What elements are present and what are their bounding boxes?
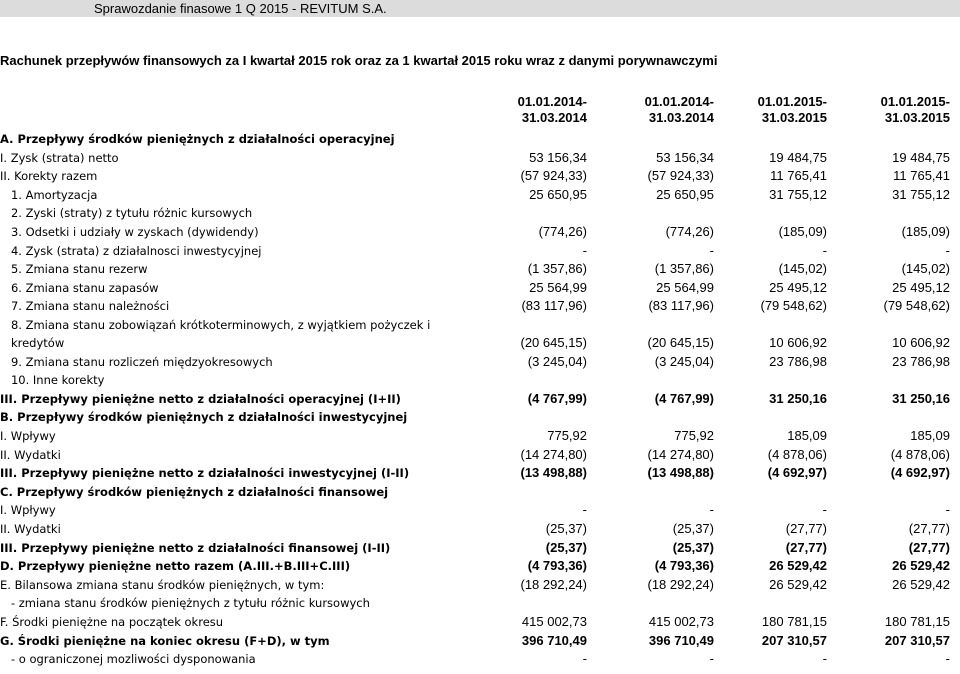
row-value: - bbox=[582, 651, 587, 667]
table-row bbox=[0, 353, 960, 371]
table-row bbox=[0, 632, 960, 650]
row-value: (14 274,80) bbox=[520, 446, 587, 462]
row-label: III. Przepływy pieniężne netto z działalności inwestycyjnej (I-II) bbox=[0, 466, 410, 481]
table-row bbox=[0, 483, 960, 501]
row-value: (18 292,24) bbox=[520, 576, 587, 592]
column-header-line: 01.01.2014- bbox=[517, 94, 587, 109]
row-label: E. Bilansowa zmiana stanu środków pieniężnych, w tym: bbox=[0, 577, 325, 592]
row-value: 26 529,42 bbox=[769, 558, 827, 574]
statement-title: Rachunek przepływów finansowych za I kwartał 2015 rok oraz za 1 kwartał 2015 roku wraz z danymi porywnawczymi bbox=[0, 53, 718, 68]
row-value: 25 650,95 bbox=[529, 186, 587, 202]
row-label: I. Wpływy bbox=[0, 503, 56, 518]
row-value: 53 156,34 bbox=[656, 149, 714, 165]
row-value: 11 765,41 bbox=[770, 168, 827, 184]
row-value: 53 156,34 bbox=[529, 149, 587, 165]
row-label: II. Korekty razem bbox=[0, 169, 98, 184]
row-value: 19 484,75 bbox=[892, 149, 950, 165]
row-label: F. Środki pieniężne na początek okresu bbox=[0, 615, 224, 629]
column-header bbox=[614, 94, 714, 126]
column-header bbox=[487, 94, 587, 126]
row-label: 10. Inne korekty bbox=[0, 373, 105, 388]
row-value: 396 710,49 bbox=[648, 632, 714, 648]
row-value: (27,77) bbox=[785, 521, 827, 536]
row-label: 7. Zmiana stanu należności bbox=[0, 299, 170, 314]
row-value: (79 548,62) bbox=[883, 298, 950, 314]
row-label: - zmiana stanu środków pieniężnych z tytułu różnic kursowych bbox=[0, 596, 370, 611]
row-value: (25,37) bbox=[672, 539, 714, 555]
row-value: (20 645,15) bbox=[647, 335, 714, 350]
column-header-line: 31.03.2014 bbox=[521, 110, 587, 125]
table-row bbox=[0, 297, 960, 315]
row-value: (25,37) bbox=[672, 521, 714, 536]
column-header-line: 31.03.2015 bbox=[761, 110, 827, 125]
table-row bbox=[0, 204, 960, 222]
row-value: (4 692,97) bbox=[767, 465, 827, 481]
row-value: - bbox=[822, 502, 827, 518]
row-value: (185,09) bbox=[901, 224, 950, 239]
row-value: - bbox=[582, 242, 587, 258]
row-label: III. Przepływy pieniężne netto z działalności operacyjnej (I+II) bbox=[0, 391, 401, 406]
row-value: - bbox=[709, 651, 714, 667]
table-row bbox=[0, 427, 960, 445]
row-value: (20 645,15) bbox=[520, 335, 587, 350]
row-value: 10 606,92 bbox=[892, 335, 950, 350]
row-value: (13 498,88) bbox=[647, 465, 714, 481]
row-value: (185,09) bbox=[778, 224, 827, 239]
table-row bbox=[0, 260, 960, 278]
row-value: (1 357,86) bbox=[654, 261, 714, 277]
row-label: II. Wydatki bbox=[0, 522, 61, 536]
row-label: 1. Amortyzacja bbox=[0, 187, 98, 202]
row-value: (3 245,04) bbox=[527, 353, 587, 369]
row-value: 25 564,99 bbox=[529, 279, 587, 295]
table-row bbox=[0, 520, 960, 538]
row-value: 19 484,75 bbox=[769, 149, 827, 165]
row-value: 25 650,95 bbox=[656, 186, 714, 202]
row-value: (25,37) bbox=[545, 521, 587, 536]
column-header-line: 01.01.2015- bbox=[880, 94, 950, 109]
row-value: (57 924,33) bbox=[520, 168, 587, 184]
row-label: 9. Zmiana stanu rozliczeń międzyokresowych bbox=[0, 354, 273, 369]
row-value: (57 924,33) bbox=[647, 168, 714, 184]
table-row bbox=[0, 186, 960, 204]
column-header-line: 31.03.2014 bbox=[648, 110, 714, 125]
column-header bbox=[727, 94, 827, 126]
row-value: 185,09 bbox=[787, 428, 827, 443]
row-value: - bbox=[822, 242, 827, 258]
row-value: (3 245,04) bbox=[654, 353, 714, 369]
row-value: (79 548,62) bbox=[760, 298, 827, 314]
column-header bbox=[850, 94, 950, 126]
table-row bbox=[0, 167, 960, 185]
row-value: 26 529,42 bbox=[769, 576, 827, 592]
table-row bbox=[0, 650, 960, 668]
row-value: (27,77) bbox=[785, 539, 827, 555]
row-value: - bbox=[709, 242, 714, 258]
table-row bbox=[0, 242, 960, 260]
row-value: - bbox=[945, 651, 950, 667]
table-row bbox=[0, 390, 960, 408]
row-value: (25,37) bbox=[545, 539, 587, 555]
row-value: 180 781,15 bbox=[761, 614, 827, 629]
row-label: - o ograniczonej mozliwości dysponowania bbox=[0, 652, 256, 667]
row-value: (4 767,99) bbox=[654, 390, 714, 406]
row-label: 4. Zysk (strata) z działalnosci inwestycyjnej bbox=[0, 243, 262, 258]
row-value: (27,77) bbox=[908, 539, 950, 555]
column-header-line: 31.03.2015 bbox=[884, 110, 950, 125]
row-value: 396 710,49 bbox=[521, 632, 587, 648]
table-row bbox=[0, 464, 960, 482]
row-value: (4 793,36) bbox=[527, 558, 587, 574]
row-value: 207 310,57 bbox=[761, 632, 827, 648]
row-value: (18 292,24) bbox=[647, 576, 714, 592]
row-value: 23 786,98 bbox=[892, 353, 950, 369]
row-value: 10 606,92 bbox=[769, 335, 827, 350]
table-row bbox=[0, 130, 960, 148]
row-value: 31 250,16 bbox=[892, 390, 950, 406]
table-row bbox=[0, 371, 960, 389]
row-label: B. Przepływy środków pieniężnych z działalności inwestycyjnej bbox=[0, 410, 408, 425]
row-value: (145,02) bbox=[901, 261, 950, 277]
row-label: G. Środki pieniężne na koniec okresu (F+D), w tym bbox=[0, 633, 330, 648]
row-value: 25 564,99 bbox=[656, 279, 714, 295]
row-label: 3. Odsetki i udziały w zyskach (dywidendy) bbox=[0, 225, 259, 239]
row-value: (145,02) bbox=[778, 261, 827, 277]
row-value: (4 767,99) bbox=[527, 390, 587, 406]
row-value: 415 002,73 bbox=[648, 614, 714, 629]
table-row bbox=[0, 557, 960, 575]
row-value: 31 755,12 bbox=[769, 186, 827, 202]
row-label: 6. Zmiana stanu zapasów bbox=[0, 280, 159, 295]
row-value: - bbox=[945, 502, 950, 518]
row-value: 775,92 bbox=[547, 428, 587, 443]
table-row bbox=[0, 223, 960, 241]
table-row bbox=[0, 539, 960, 557]
table-row bbox=[0, 613, 960, 631]
row-value: 185,09 bbox=[910, 428, 950, 443]
row-value: (83 117,96) bbox=[521, 298, 587, 314]
row-label: 5. Zmiana stanu rezerw bbox=[0, 262, 148, 277]
row-value: (13 498,88) bbox=[520, 465, 587, 481]
row-value: (774,26) bbox=[538, 224, 587, 239]
row-value: (774,26) bbox=[665, 224, 714, 239]
row-value: (83 117,96) bbox=[648, 298, 714, 314]
row-value: (4 878,06) bbox=[767, 446, 827, 462]
row-value: - bbox=[822, 651, 827, 667]
row-value: 775,92 bbox=[674, 428, 714, 443]
row-label: 8. Zmiana stanu zobowiązań krótkoterminowych, z wyjątkiem pożyczek i bbox=[0, 318, 431, 332]
column-header-line: 01.01.2015- bbox=[757, 94, 827, 109]
row-value: (1 357,86) bbox=[527, 261, 587, 277]
row-value: 11 765,41 bbox=[893, 168, 950, 184]
row-value: 26 529,42 bbox=[892, 576, 950, 592]
row-label: II. Wydatki bbox=[0, 447, 61, 462]
row-label-continued: kredytów bbox=[0, 336, 65, 350]
column-header-line: 01.01.2014- bbox=[644, 94, 714, 109]
table-row bbox=[0, 576, 960, 594]
table-row bbox=[0, 501, 960, 519]
row-value: 180 781,15 bbox=[884, 614, 950, 629]
row-label: A. Przepływy środków pieniężnych z działalności operacyjnej bbox=[0, 132, 395, 146]
table-row bbox=[0, 594, 960, 612]
row-value: 31 250,16 bbox=[769, 390, 827, 406]
table-row bbox=[0, 446, 960, 464]
row-label: I. Zysk (strata) netto bbox=[0, 150, 119, 165]
row-value: 31 755,12 bbox=[892, 186, 950, 202]
row-value: (14 274,80) bbox=[647, 446, 714, 462]
row-value: (4 692,97) bbox=[890, 465, 950, 481]
row-label: D. Przepływy pieniężne netto razem (A.III.+B.III+C.III) bbox=[0, 559, 351, 574]
table-row bbox=[0, 408, 960, 426]
row-value: 25 495,12 bbox=[769, 279, 827, 295]
row-value: - bbox=[709, 502, 714, 518]
table-row bbox=[0, 149, 960, 167]
row-value: 26 529,42 bbox=[892, 558, 950, 574]
row-value: - bbox=[945, 242, 950, 258]
document-header-title: Sprawozdanie finasowe 1 Q 2015 - REVITUM S.A. bbox=[94, 1, 387, 16]
row-label: 2. Zyski (straty) z tytułu różnic kursowych bbox=[0, 206, 253, 221]
row-value: (4 793,36) bbox=[654, 558, 714, 574]
row-label: I. Wpływy bbox=[0, 429, 56, 443]
row-label: III. Przepływy pieniężne netto z działalności finansowej (I-II) bbox=[0, 540, 391, 555]
table-row bbox=[0, 316, 960, 350]
row-value: 23 786,98 bbox=[769, 353, 827, 369]
row-value: 25 495,12 bbox=[892, 279, 950, 295]
row-value: (27,77) bbox=[908, 521, 950, 536]
row-value: 415 002,73 bbox=[521, 614, 587, 629]
row-label: C. Przepływy środków pieniężnych z działalności finansowej bbox=[0, 484, 389, 499]
row-value: (4 878,06) bbox=[890, 446, 950, 462]
table-row bbox=[0, 279, 960, 297]
row-value: - bbox=[582, 502, 587, 518]
row-value: 207 310,57 bbox=[884, 632, 950, 648]
